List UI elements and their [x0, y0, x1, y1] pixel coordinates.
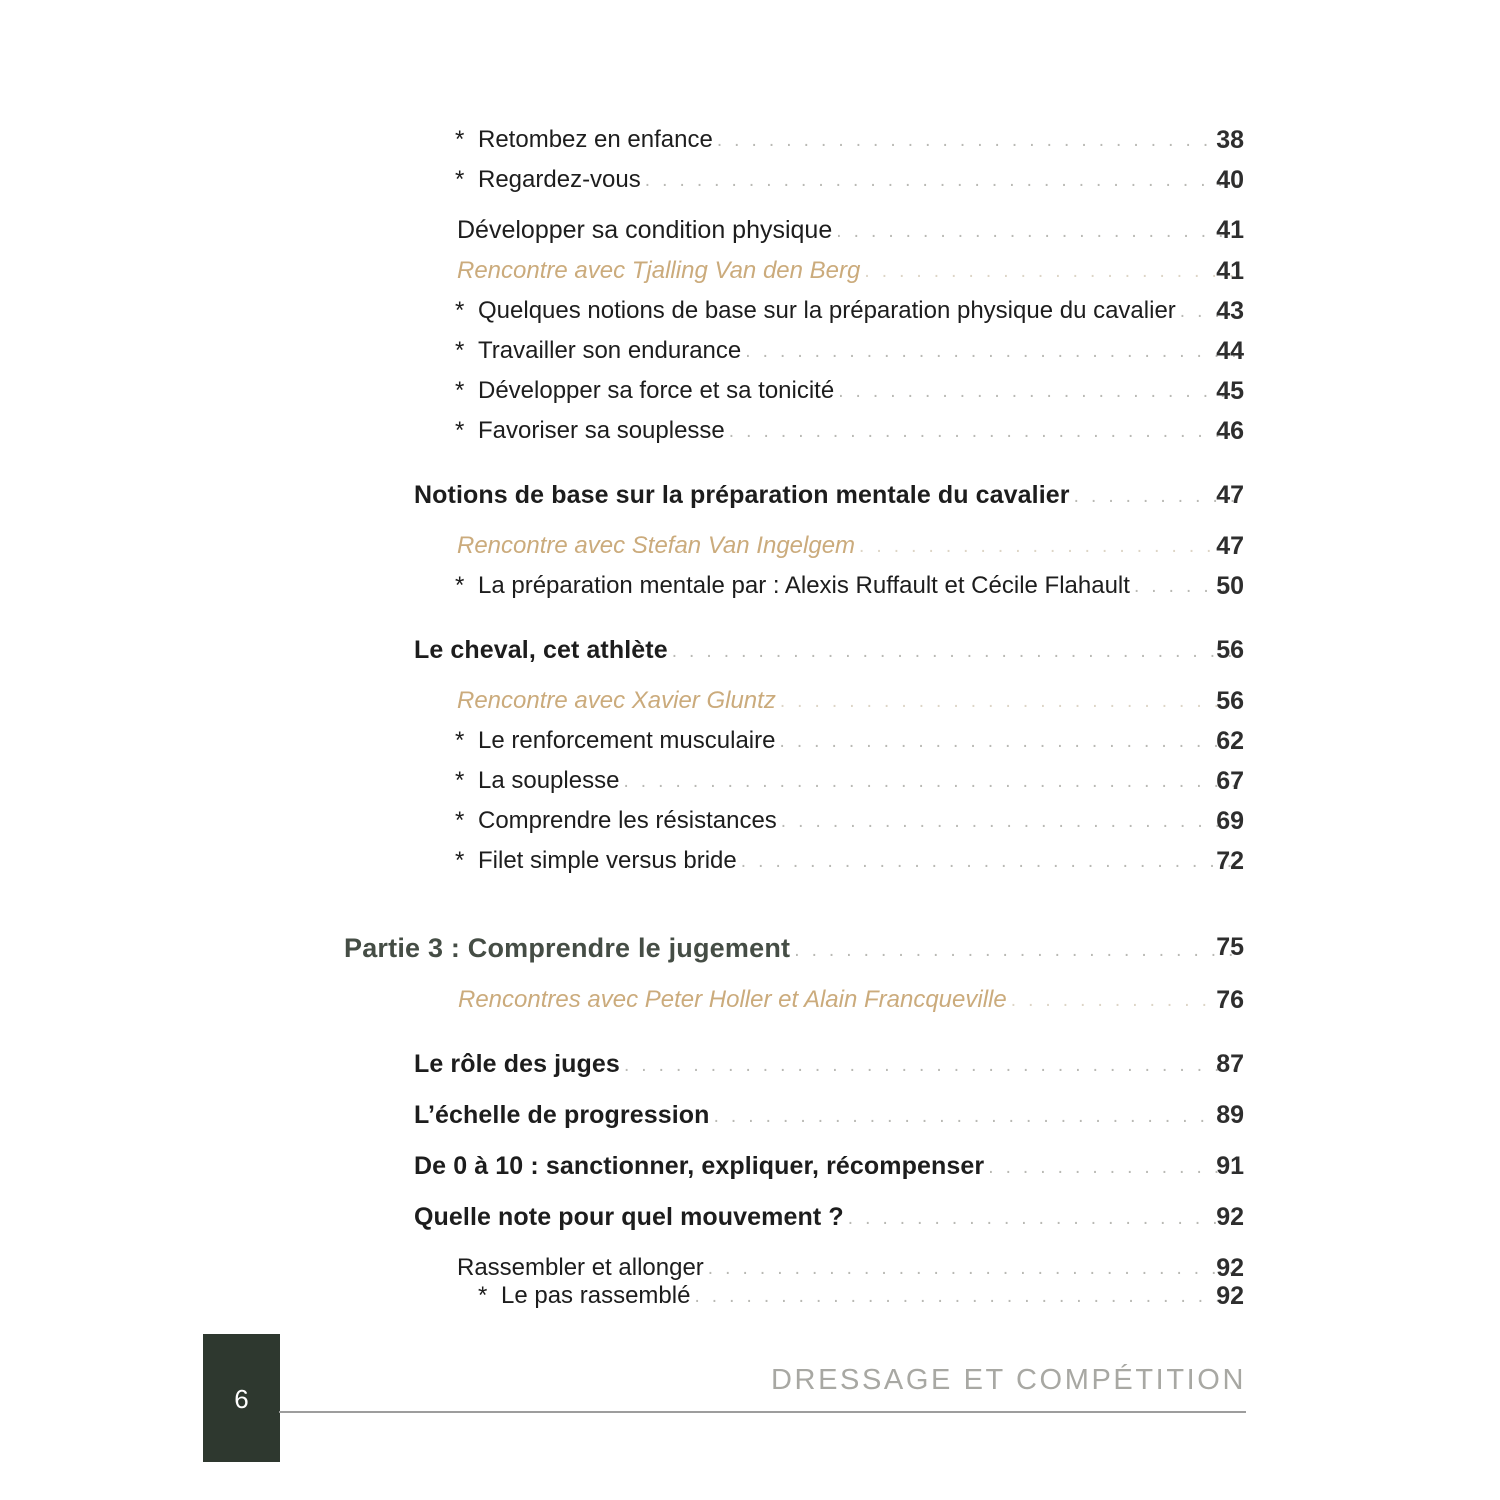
asterisk-bullet-icon: *	[478, 1282, 488, 1309]
toc-entry[interactable]	[0, 126, 1500, 154]
toc-entry-text: Le renforcement musculaire	[478, 727, 776, 754]
toc-entry-page: 47	[1216, 532, 1244, 560]
toc-entry-text: Regardez-vous	[478, 166, 641, 193]
toc-entry[interactable]	[0, 933, 1500, 964]
toc-entry-page: 47	[1216, 481, 1244, 509]
toc-entry-label	[455, 572, 1130, 600]
toc-entry-label: Rassembler et allonger	[457, 1254, 704, 1281]
toc-entry-label: Notions de base sur la préparation mentale du cavalier	[414, 481, 1070, 509]
asterisk-bullet-icon: *	[455, 572, 465, 599]
toc-entry-page: 45	[1216, 377, 1244, 405]
toc-entry[interactable]	[0, 986, 1500, 1014]
leader-dots	[717, 130, 1238, 152]
toc-entry-label	[478, 1282, 690, 1310]
toc-entry-label	[455, 297, 1176, 325]
toc-entry-text: Favoriser sa souplesse	[478, 417, 725, 444]
toc-entry[interactable]	[0, 1282, 1500, 1310]
toc-entry-label: Le rôle des juges	[414, 1050, 620, 1078]
toc-entry-text: Filet simple versus bride	[478, 847, 737, 874]
toc-entry-text: Le pas rassemblé	[501, 1282, 691, 1309]
toc-entry-page: 56	[1216, 636, 1244, 664]
toc-entry-page: 91	[1216, 1152, 1244, 1180]
toc-entry[interactable]	[0, 1254, 1500, 1282]
leader-dots	[780, 691, 1238, 713]
toc-entry-label: Partie 3 : Comprendre le jugement	[344, 933, 791, 963]
leader-dots	[836, 221, 1238, 243]
toc-entry[interactable]	[0, 417, 1500, 445]
toc-entry-page: 76	[1216, 986, 1244, 1014]
leader-dots	[838, 381, 1238, 403]
asterisk-bullet-icon: *	[455, 166, 465, 193]
leader-dots	[672, 641, 1238, 663]
toc-entry-page: 62	[1216, 727, 1244, 755]
leader-dots	[624, 1055, 1238, 1077]
toc-entry-label	[455, 126, 713, 154]
asterisk-bullet-icon: *	[455, 807, 465, 834]
asterisk-bullet-icon: *	[455, 126, 465, 153]
asterisk-bullet-icon: *	[455, 767, 465, 794]
toc-entry-page: 67	[1216, 767, 1244, 795]
toc-entry[interactable]	[0, 532, 1500, 560]
asterisk-bullet-icon: *	[455, 377, 465, 404]
toc-entry-label: Quelle note pour quel mouvement ?	[414, 1203, 844, 1231]
toc-entry-label: L’échelle de progression	[414, 1101, 710, 1129]
toc-entry-label	[455, 847, 737, 875]
footer-page-number: 6	[234, 1384, 249, 1414]
toc-entry[interactable]	[0, 1050, 1500, 1079]
toc-entry[interactable]	[0, 687, 1500, 715]
toc-entry-text: Travailler son endurance	[478, 337, 742, 364]
toc-entry[interactable]	[0, 377, 1500, 405]
toc-entry-label	[455, 727, 775, 755]
leader-dots	[694, 1286, 1238, 1308]
leader-dots	[623, 771, 1238, 793]
toc-entry[interactable]	[0, 572, 1500, 600]
toc-entry-label: Le cheval, cet athlète	[414, 636, 668, 664]
toc-entry[interactable]	[0, 727, 1500, 755]
toc-entry[interactable]	[0, 767, 1500, 795]
toc-entry-label: Rencontre avec Tjalling Van den Berg	[457, 257, 861, 284]
toc-entry-page: 92	[1216, 1282, 1244, 1310]
toc-entry[interactable]	[0, 1101, 1500, 1130]
footer-book-title: DRESSAGE ET COMPÉTITION	[771, 1364, 1246, 1396]
leader-dots	[645, 170, 1238, 192]
toc-entry-page: 40	[1216, 166, 1244, 194]
toc-entry-label	[455, 337, 741, 365]
toc-entry-label	[455, 417, 725, 445]
toc-entry-text: Quelques notions de base sur la préparation physique du cavalier	[478, 297, 1176, 324]
toc-entry[interactable]	[0, 337, 1500, 365]
toc-entry-page: 89	[1216, 1101, 1244, 1129]
leader-dots	[729, 421, 1238, 443]
toc-entry-label: Développer sa condition physique	[457, 216, 833, 244]
toc-entry-page: 92	[1216, 1254, 1244, 1282]
toc-entry[interactable]	[0, 257, 1500, 285]
toc-entry-page: 72	[1216, 847, 1244, 875]
toc-entry[interactable]	[0, 847, 1500, 875]
toc-entry[interactable]	[0, 297, 1500, 325]
toc-entry-page: 69	[1216, 807, 1244, 835]
toc-entry-page: 87	[1216, 1050, 1244, 1078]
toc-entry-page: 41	[1216, 216, 1244, 244]
toc-entry[interactable]	[0, 166, 1500, 194]
toc-entry-text: La souplesse	[478, 767, 620, 794]
toc-entry[interactable]	[0, 807, 1500, 835]
asterisk-bullet-icon: *	[455, 847, 465, 874]
leader-dots	[745, 341, 1238, 363]
toc-entry-label	[455, 807, 777, 835]
toc-entry-page: 75	[1216, 933, 1244, 961]
asterisk-bullet-icon: *	[455, 337, 465, 364]
toc-entry-label: Rencontre avec Stefan Van Ingelgem	[457, 532, 856, 559]
toc-entry[interactable]	[0, 636, 1500, 665]
toc-entry-label	[455, 377, 834, 405]
toc-entry-page: 56	[1216, 687, 1244, 715]
leader-dots	[741, 851, 1238, 873]
toc-entry[interactable]	[0, 216, 1500, 245]
toc-entry-label: Rencontres avec Peter Holler et Alain Francqueville	[458, 986, 1007, 1013]
toc-entry-text: Retombez en enfance	[478, 126, 713, 153]
toc-entry-page: 41	[1216, 257, 1244, 285]
toc-entry-page: 44	[1216, 337, 1244, 365]
page-footer	[0, 1320, 1500, 1500]
toc-entry-label	[455, 166, 641, 194]
toc-entry-page: 38	[1216, 126, 1244, 154]
toc-entry-text: La préparation mentale par : Alexis Ruffault et Cécile Flahault	[478, 572, 1130, 599]
toc-entry[interactable]	[0, 1152, 1500, 1181]
toc-entry-page: 46	[1216, 417, 1244, 445]
page-number-box	[203, 1334, 280, 1462]
toc-entry-label	[455, 767, 619, 795]
toc-entry[interactable]	[0, 1203, 1500, 1232]
leader-dots	[779, 731, 1238, 753]
footer-rule	[279, 1411, 1246, 1413]
toc-entry-label: De 0 à 10 : sanctionner, expliquer, récompenser	[414, 1152, 985, 1180]
toc-entry-label: Rencontre avec Xavier Gluntz	[457, 687, 776, 714]
asterisk-bullet-icon: *	[455, 297, 465, 324]
asterisk-bullet-icon: *	[455, 727, 465, 754]
toc-entry-text: Comprendre les résistances	[478, 807, 777, 834]
toc-entry-page: 50	[1216, 572, 1244, 600]
toc-entry-page: 43	[1216, 297, 1244, 325]
leader-dots	[794, 940, 1238, 962]
asterisk-bullet-icon: *	[455, 417, 465, 444]
toc-entry-page: 92	[1216, 1203, 1244, 1231]
leader-dots	[714, 1106, 1238, 1128]
toc-entry[interactable]	[0, 481, 1500, 510]
leader-dots	[781, 811, 1238, 833]
leader-dots	[708, 1258, 1238, 1280]
toc-entry-text: Développer sa force et sa tonicité	[478, 377, 835, 404]
